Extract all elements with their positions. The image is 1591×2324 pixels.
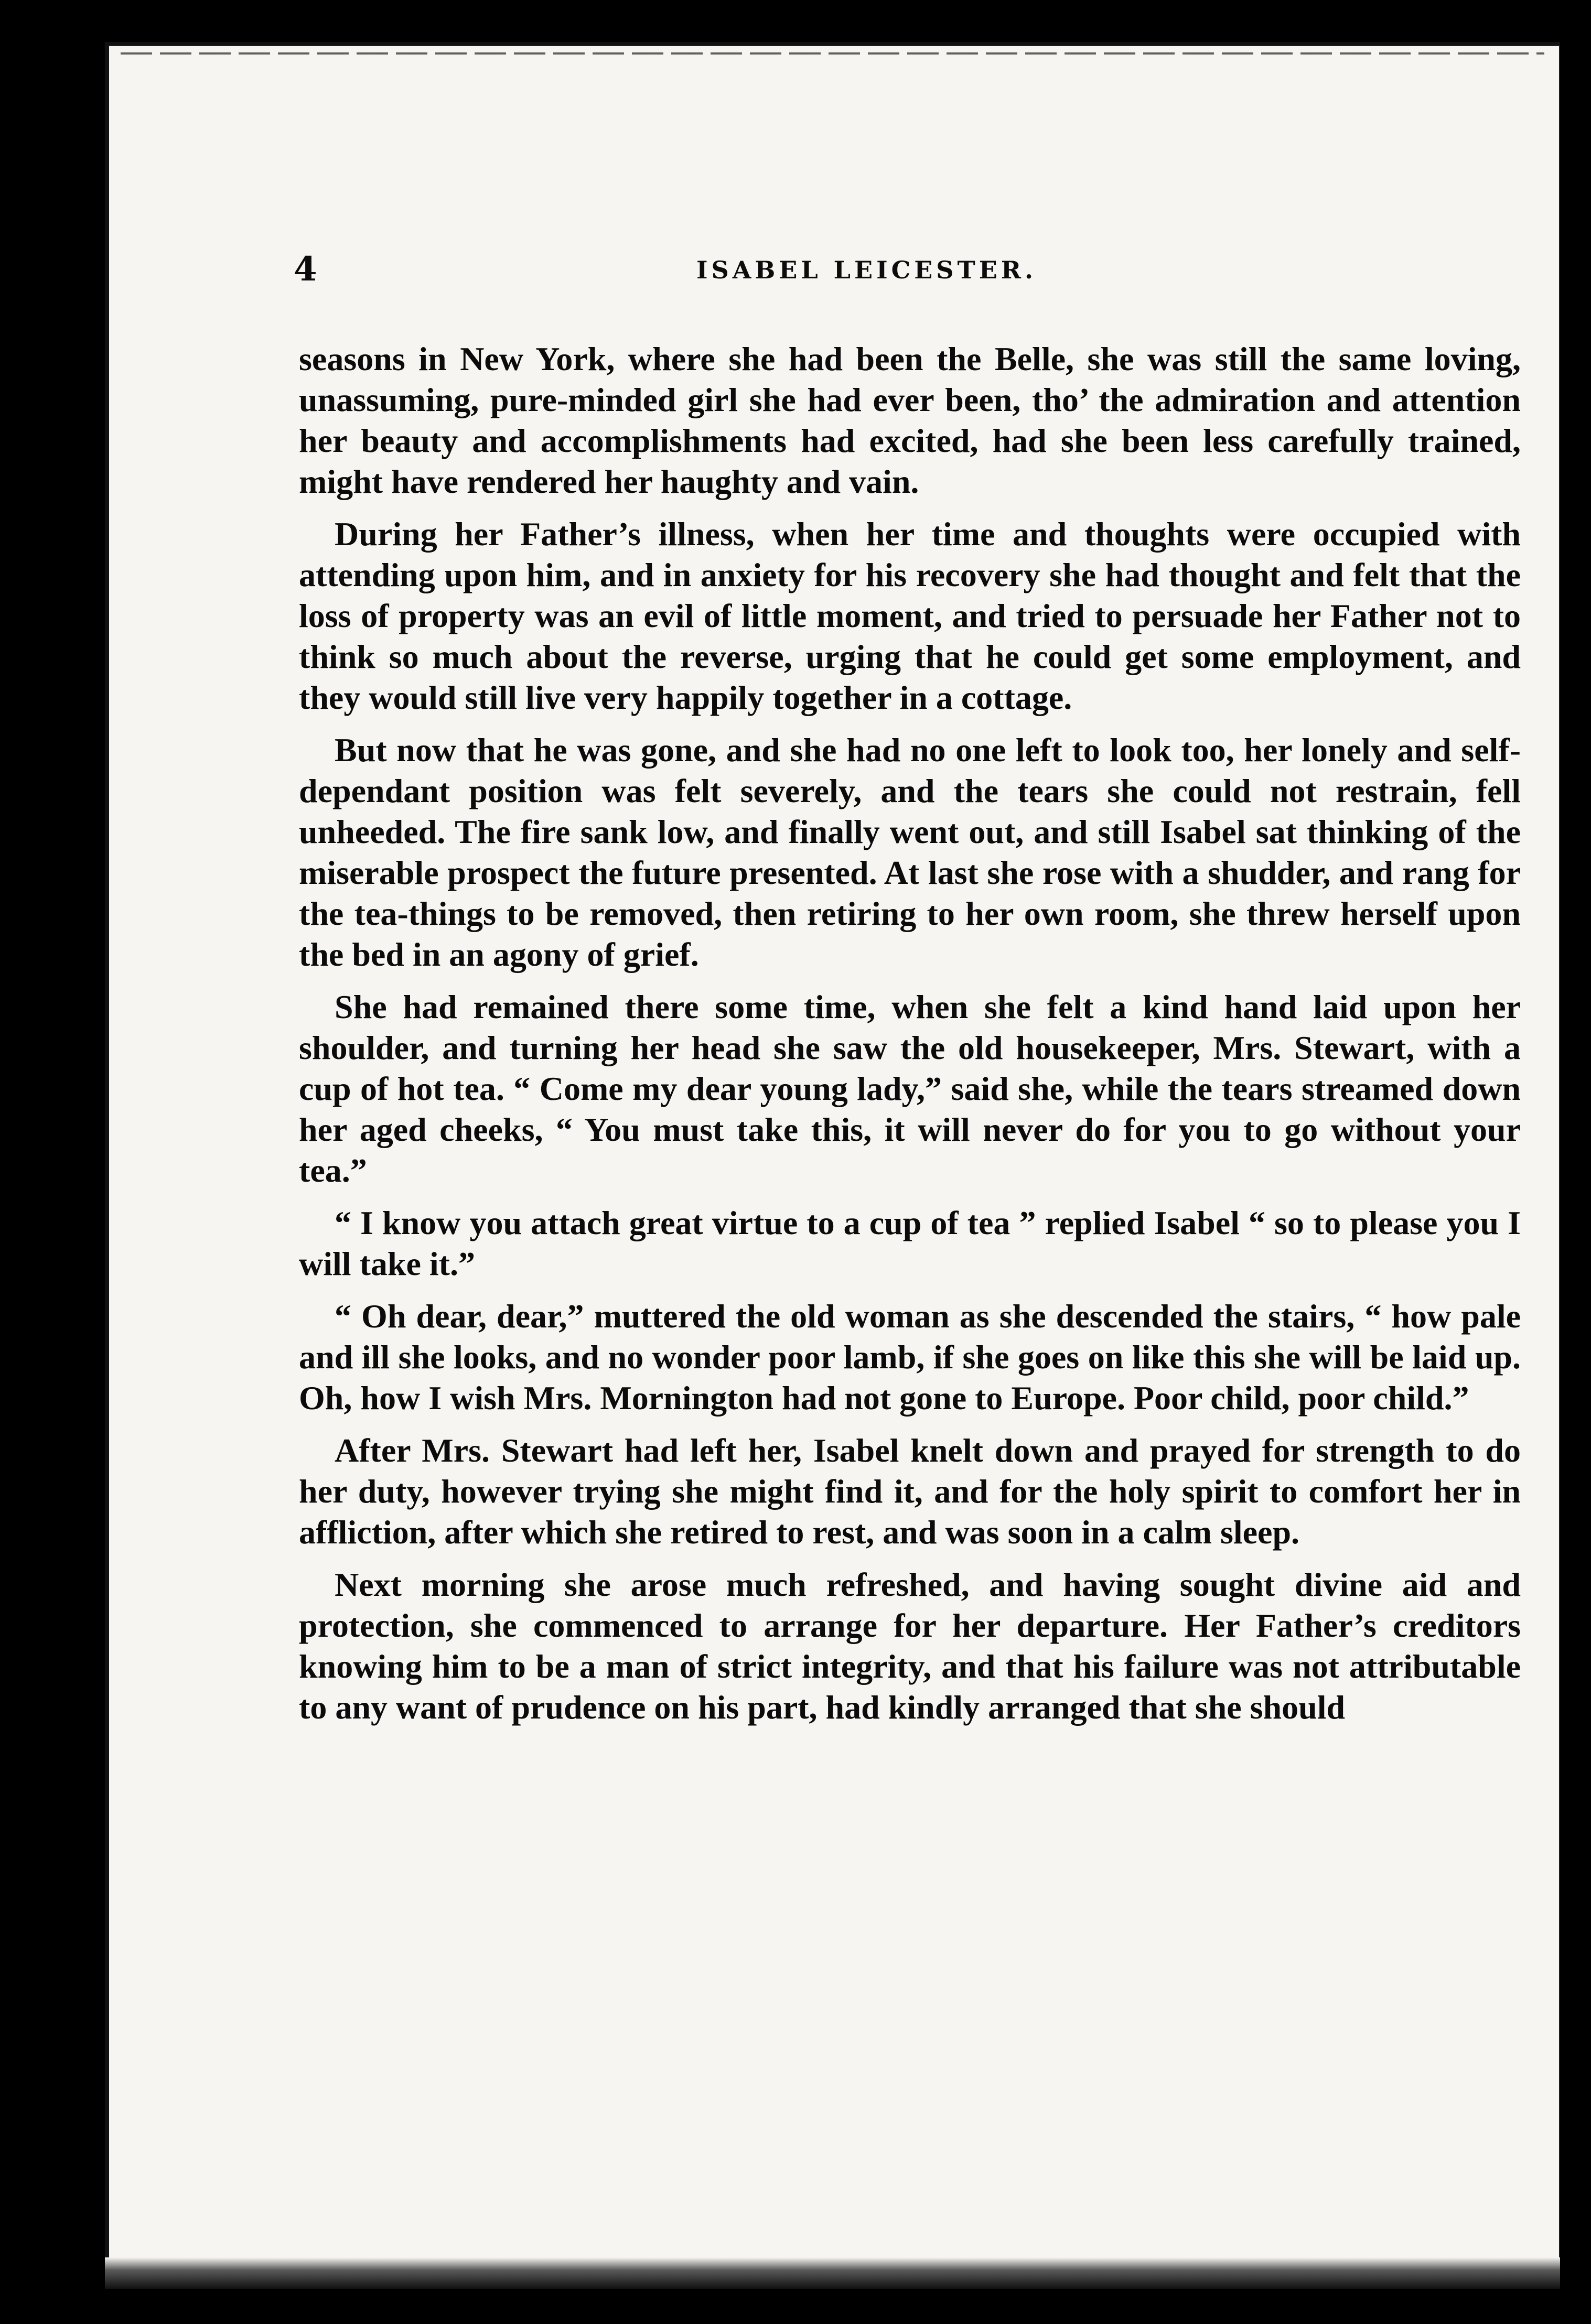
paragraph: After Mrs. Stewart had left her, Isabel knelt down and prayed for strength to do her duty, however trying she might find it, and for the holy spirit to comfort her in affliction, after which she retired to rest, and was soon in a calm sleep.	[299, 1432, 1521, 1551]
page-left-edge	[105, 45, 109, 2289]
book-page	[105, 42, 1560, 2289]
page-header	[294, 250, 1439, 297]
paragraph: seasons in New York, where she had been the Belle, she was still the same loving, unassuming, pure-minded girl she had ever been, tho’ the admiration and attention her beauty and accomplishments had excited, had she been less carefully trained, might have rendered her haughty and vain.	[299, 340, 1521, 500]
running-head: ISABEL LEICESTER.	[696, 256, 1037, 284]
body-text	[299, 339, 1521, 1739]
page-number: 4	[294, 250, 317, 289]
paragraph: “ I know you attach great virtue to a cup of tea ” replied Isabel “ so to please you I will take it.”	[299, 1204, 1521, 1282]
paragraph: During her Father’s illness, when her time and thoughts were occupied with attending upon him, and in anxiety for his recovery she had thought and felt that the loss of property was an evil of little moment, and tried to persuade her Father not to think so much about the reverse, urging that he could get some employment, and they would still live very happily together in a cottage.	[299, 515, 1521, 716]
page-top-edge	[121, 52, 1544, 55]
page-bottom-edge	[105, 2257, 1560, 2289]
paragraph: Next morning she arose much refreshed, and having sought divine aid and protection, she commenced to arrange for her departure. Her Father’s creditors knowing him to be a man of strict integrity, and that his failure was not attributable to any want of prudence on his part, had kindly arranged that she should	[299, 1566, 1521, 1726]
paragraph: But now that he was gone, and she had no one left to look too, her lonely and self-dependant position was felt severely, and the tears she could not restrain, fell unheeded. The fire sank low, and finally went out, and still Isabel sat thinking of the miserable prospect the future presented. At last she rose with a shudder, and rang for the tea-things to be removed, then retiring to her own room, she threw herself upon the bed in an agony of grief.	[299, 731, 1521, 973]
paragraph: She had remained there some time, when she felt a kind hand laid upon her shoulder, and turning her head she saw the old housekeeper, Mrs. Stewart, with a cup of hot tea. “ Come my dear young lady,” said she, while the tears streamed down her aged cheeks, “ You must take this, it will never do for you to go without your tea.”	[299, 988, 1521, 1189]
paragraph: “ Oh dear, dear,” muttered the old woman as she descended the stairs, “ how pale and ill she looks, and no wonder poor lamb, if she goes on like this she will be laid up. Oh, how I wish Mrs. Mornington had not gone to Europe. Poor child, poor child.”	[299, 1298, 1521, 1417]
